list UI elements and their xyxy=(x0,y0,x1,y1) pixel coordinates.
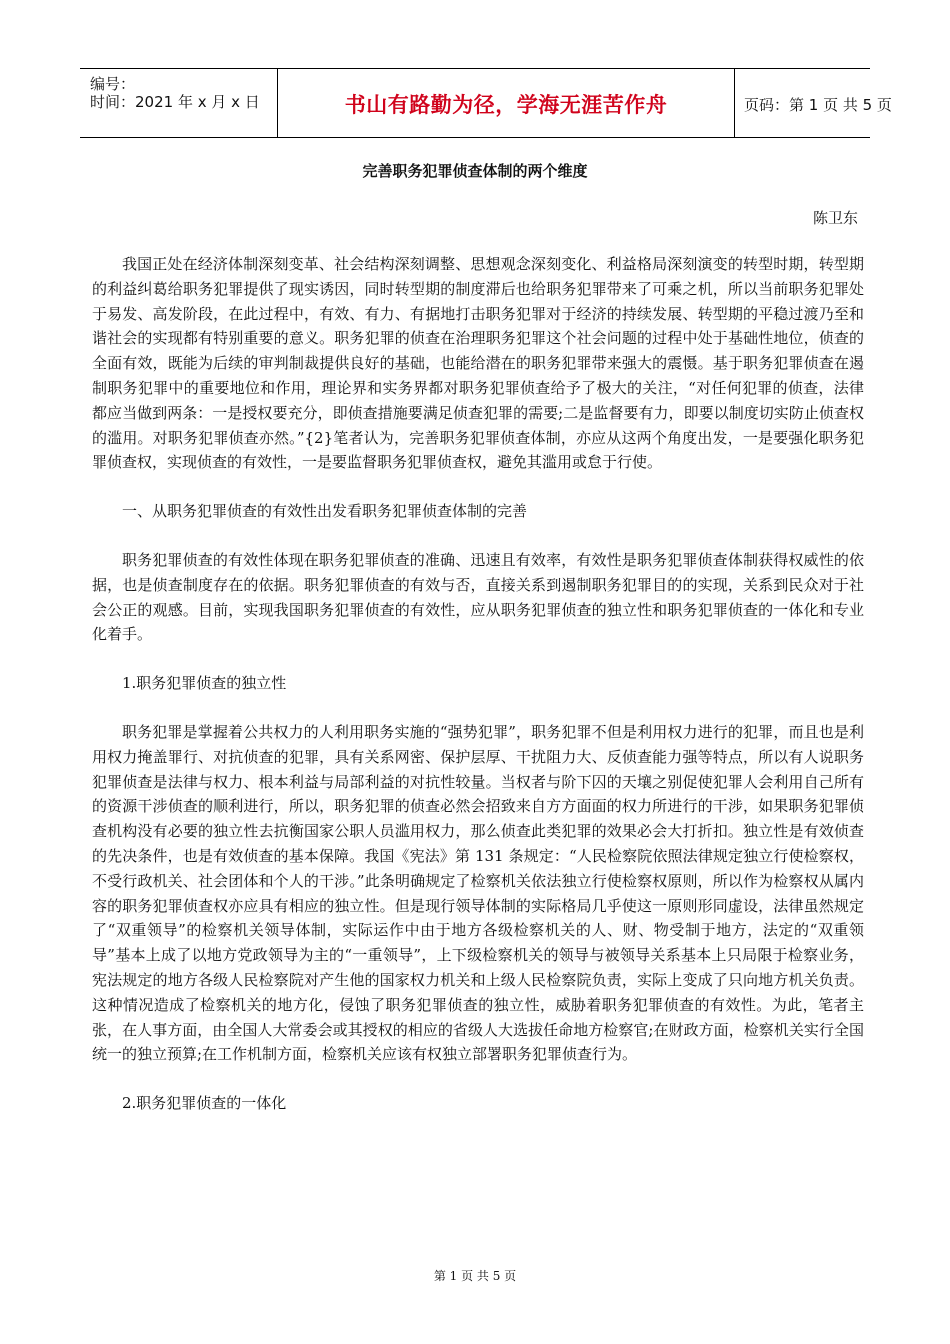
header-page-cell xyxy=(734,69,892,137)
motto-text: 书山有路勤为径，学海无涯苦作舟 xyxy=(344,93,668,117)
page-info: 页码：第 1 页 共 5 页 xyxy=(744,96,892,114)
header-motto-cell xyxy=(277,69,735,137)
document-title: 完善职务犯罪侦查体制的两个维度 xyxy=(362,162,588,180)
document-body xyxy=(92,252,864,1140)
paragraph-independence: 职务犯罪是掌握着公共权力的人利用职务实施的“强势犯罪”，职务犯罪不但是利用权力进行的犯罪，而且也是利用权力掩盖罪行、对抗侦查的犯罪，具有关系网密、保护层厚、干扰阻力大、反侦查能力强等特点，所以有人说职务犯罪侦查是法律与权力、根本利益与局部利益的对抗性较量。当权者与阶下囚的天壤之别促使犯罪人会利用自己所有的资源干涉侦查的顺利进行，所以，职务犯罪的侦查必然会招致来自方方面面的权力所进行的干涉，如果职务犯罪侦查机构没有必要的独立性去抗衡国家公职人员滥用权力，那么侦查此类犯罪的效果必会大打折扣。独立性是有效侦查的先决条件，也是有效侦查的基本保障。我国《宪法》第 131 条规定：“人民检察院依照法律规定独立行使检察权，不受行政机关、社会团体和个人的干涉。”此条明确规定了检察机关依法独立行使检察权原则，所以作为检察权从属内容的职务犯罪侦查权亦应具有相应的独立性。但是现行领导体制的实际格局几乎使这一原则形同虚设，法律虽然规定了“双重领导”的检察机关领导体制，实际运作中由于地方各级检察机关的人、财、物受制于地方，法定的“双重领导”基本上成了以地方党政领导为主的“一重领导”，上下级检察机关的领导与被领导关系基本上只局限于检察业务，宪法规定的地方各级人民检察院对产生他的国家权力机关和上级人民检察院负责，实际上变成了只向地方机关负责。这种情况造成了检察机关的地方化，侵蚀了职务犯罪侦查的独立性，威胁着职务犯罪侦查的有效性。为此，笔者主张，在人事方面，由全国人大常委会或其授权的相应的省级人大选拔任命地方检察官;在财政方面，检察机关实行全国统一的独立预算;在工作机制方面，检察机关应该有权独立部署职务犯罪侦查行为。 xyxy=(92,722,864,1064)
subsection-heading-independence: 1.职务犯罪侦查的独立性 xyxy=(122,674,287,693)
date-label: 时间：2021 年 x 月 x 日 xyxy=(90,93,260,111)
author-name: 陈卫东 xyxy=(812,209,858,227)
page-footer: 第 1 页 共 5 页 xyxy=(433,1269,517,1283)
paragraph-effectiveness: 职务犯罪侦查的有效性体现在职务犯罪侦查的准确、迅速且有效率，有效性是职务犯罪侦查体制获得权威性的依据，也是侦查制度存在的依据。职务犯罪侦查的有效与否，直接关系到遏制职务犯罪目的的实现，关系到民众对于社会公正的观感。目前，实现我国职务犯罪侦查的有效性，应从职务犯罪侦查的独立性和职务犯罪侦查的一体化和专业化着手。 xyxy=(92,550,864,644)
section-heading-1: 一、从职务犯罪侦查的有效性出发看职务犯罪侦查体制的完善 xyxy=(122,502,528,521)
paragraph-intro: 我国正处在经济体制深刻变革、社会结构深刻调整、思想观念深刻变化、利益格局深刻演变的转型时期，转型期的利益纠葛给职务犯罪提供了现实诱因，同时转型期的制度滞后也给职务犯罪带来了可乘之机，所以当前职务犯罪处于易发、高发阶段，在此过程中，有效、有力、有据地打击职务犯罪对于经济的持续发展、转型期的平稳过渡乃至和谐社会的实现都有特别重要的意义。职务犯罪的侦查在治理职务犯罪这个社会问题的过程中处于基础性地位，侦查的全面有效，既能为后续的审判制裁提供良好的基础，也能给潜在的职务犯罪带来强大的震慑。基于职务犯罪侦查在遏制职务犯罪中的重要地位和作用，理论界和实务界都对职务犯罪侦查给予了极大的关注，“对任何犯罪的侦查，法律都应当做到两条：一是授权要充分，即侦查措施要满足侦查犯罪的需要;二是监督要有力，即要以制度切实防止侦查权的滥用。对职务犯罪侦查亦然。”{2}笔者认为，完善职务犯罪侦查体制，亦应从这两个角度出发，一是要强化职务犯罪侦查权，实现侦查的有效性，一是要监督职务犯罪侦查权，避免其滥用或怠于行使。 xyxy=(92,255,864,472)
document-header xyxy=(80,68,892,138)
subsection-heading-integration: 2.职务犯罪侦查的一体化 xyxy=(122,1094,287,1113)
serial-number-label: 编号： xyxy=(90,75,136,93)
header-info-cell xyxy=(80,69,276,137)
